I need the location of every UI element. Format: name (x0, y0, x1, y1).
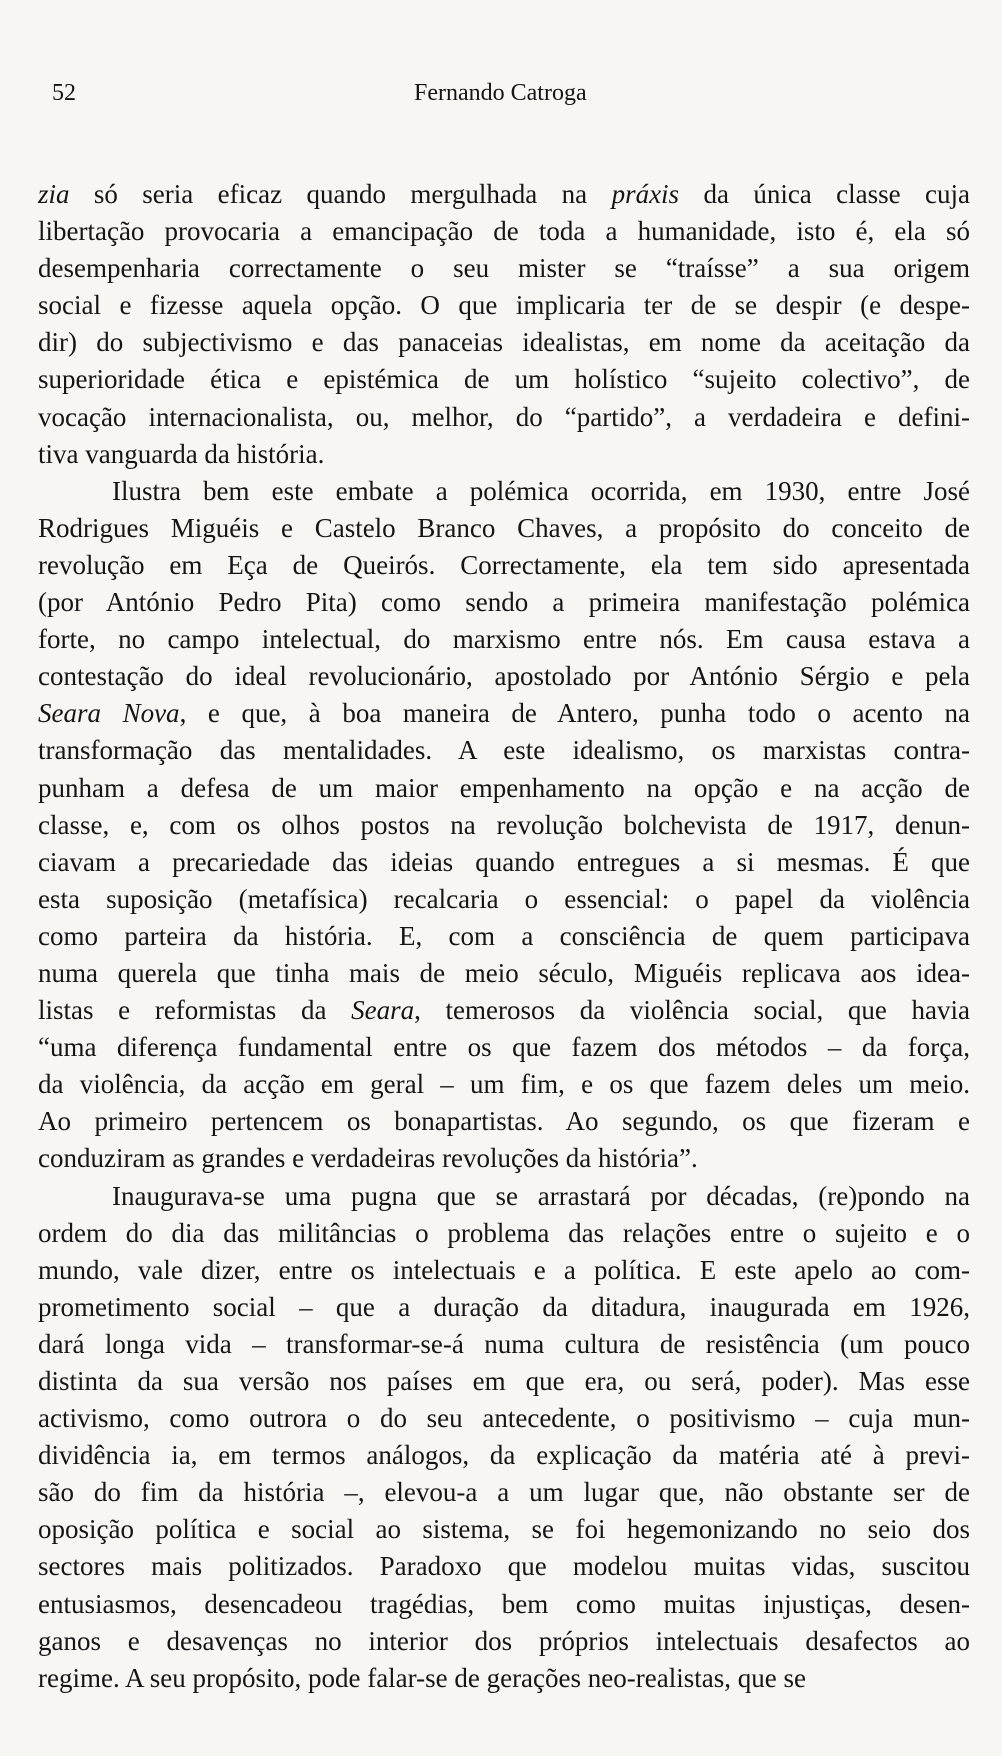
text-segment: da única classe cuja (679, 179, 970, 209)
text-line (38, 1660, 970, 1697)
text-segment: mundo, vale dizer, entre os intelectuais e a política. E este apelo ao com- (38, 1254, 970, 1285)
text-line (38, 324, 970, 361)
text-segment: activismo, como outrora o do seu antecedente, o positivismo – cuja mun- (38, 1403, 970, 1434)
text-segment: dir) do subjectivismo e das panaceias idealistas, em nome da aceitação da (38, 327, 970, 358)
text-segment: forte, no campo intelectual, do marxismo entre nós. Em causa estava a (38, 624, 970, 655)
text-segment: ciavam a precariedade das ideias quando entregues a si mesmas. É que (38, 846, 970, 877)
text-segment: regime. A seu propósito, pode falar-se de gerações neo-realistas, que se (38, 1662, 806, 1693)
text-line (38, 1548, 970, 1585)
text-line (38, 1140, 970, 1177)
text-segment: ordem do dia das militâncias o problema das relações entre o sujeito e o (38, 1217, 970, 1248)
text-segment: numa querela que tinha mais de meio século, Miguéis replicava aos idea- (38, 957, 970, 988)
text-line (38, 770, 970, 807)
italic-text: Seara Nova (38, 698, 180, 729)
page-number: 52 (52, 80, 76, 106)
text-line (38, 1029, 970, 1066)
text-line (38, 287, 970, 324)
text-segment: ganos e desavenças no interior dos próprios intelectuais desafectos ao (38, 1625, 970, 1656)
text-line (38, 399, 970, 436)
text-segment: Ilustra bem este embate a polémica ocorrida, em 1930, entre José (112, 475, 970, 506)
text-line (38, 361, 970, 398)
text-line (38, 1066, 970, 1103)
text-line (38, 584, 970, 621)
italic-text: zia (38, 179, 70, 209)
paragraph-2 (38, 473, 970, 1178)
text-line (38, 1289, 970, 1326)
text-line (38, 992, 970, 1029)
text-line (38, 1623, 970, 1660)
text-line (38, 918, 970, 955)
text-segment: tiva vanguarda da história. (38, 438, 325, 469)
text-segment: punham a defesa de um maior empenhamento na opção e na acção de (38, 772, 970, 803)
text-segment: sectores mais politizados. Paradoxo que modelou muitas vidas, suscitou (38, 1551, 970, 1582)
text-line (38, 176, 970, 213)
text-line (38, 1586, 970, 1623)
text-segment: , temerosos da violência social, que havia (414, 995, 970, 1026)
text-line (38, 732, 970, 769)
text-segment: superioridade ética e epistémica de um holístico “sujeito colectivo”, de (38, 364, 970, 395)
text-segment: social e fizesse aquela opção. O que implicaria ter de se despir (e despe- (38, 290, 970, 321)
text-segment: dará longa vida – transformar-se-á numa cultura de resistência (um pouco (38, 1328, 970, 1359)
text-line (38, 510, 970, 547)
text-segment: Ao primeiro pertencem os bonapartistas. Ao segundo, os que fizeram e (38, 1106, 970, 1137)
text-line (38, 1215, 970, 1252)
paragraph-1 (38, 176, 970, 473)
text-segment: vocação internacionalista, ou, melhor, do “partido”, a verdadeira e defini- (38, 401, 970, 432)
text-line (38, 621, 970, 658)
text-line (38, 844, 970, 881)
text-line (38, 547, 970, 584)
text-segment: contestação do ideal revolucionário, apostolado por António Sérgio e pela (38, 661, 970, 692)
text-segment: distinta da sua versão nos países em que era, ou será, poder). Mas esse (38, 1366, 970, 1396)
text-segment: listas e reformistas da (38, 995, 352, 1026)
italic-text: Seara (351, 995, 415, 1026)
text-segment: são do fim da história –, elevou-a a um lugar que, não obstante ser de (38, 1477, 970, 1508)
text-line (38, 658, 970, 695)
text-line (38, 1474, 970, 1511)
text-segment: Rodrigues Miguéis e Castelo Branco Chaves, a propósito do conceito de (38, 512, 970, 543)
text-segment: da violência, da acção em geral – um fim, e os que fazem deles um meio. (38, 1069, 970, 1100)
text-line (38, 1400, 970, 1437)
text-segment: só seria eficaz quando mergulhada na (69, 179, 612, 209)
text-line (38, 955, 970, 992)
running-title: Fernando Catroga (414, 80, 587, 106)
text-line (38, 436, 970, 473)
text-line (38, 1103, 970, 1140)
text-segment: prometimento social – que a duração da ditadura, inaugurada em 1926, (38, 1291, 970, 1322)
text-segment: libertação provocaria a emancipação de toda a humanidade, isto é, ela só (38, 216, 970, 247)
text-line (38, 881, 970, 918)
text-line (38, 695, 970, 732)
text-line (38, 250, 970, 287)
text-segment: Inaugurava-se uma pugna que se arrastará por décadas, (re)pondo na (112, 1180, 970, 1211)
text-line (38, 1252, 970, 1289)
text-segment: classe, e, com os olhos postos na revolução bolchevista de 1917, denun- (38, 809, 970, 840)
text-segment: transformação das mentalidades. A este idealismo, os marxistas contra- (38, 735, 970, 766)
text-line (38, 807, 970, 844)
text-segment: dividência ia, em termos análogos, da explicação da matéria até à previ- (38, 1440, 970, 1471)
text-segment: como parteira da história. E, com a consciência de quem participava (38, 920, 970, 951)
text-segment: desempenharia correctamente o seu mister se “traísse” a sua origem (38, 253, 970, 284)
text-segment: esta suposição (metafísica) recalcaria o essencial: o papel da violência (38, 883, 970, 914)
text-line (38, 213, 970, 250)
text-segment: , e que, à boa maneira de Antero, punha todo o acento na (179, 698, 970, 729)
text-segment: revolução em Eça de Queirós. Correctamente, ela tem sido apresentada (38, 549, 970, 580)
text-segment: conduziram as grandes e verdadeiras revoluções da história”. (38, 1143, 698, 1174)
text-segment: (por António Pedro Pita) como sendo a primeira manifestação polémica (38, 587, 970, 618)
text-line (38, 1178, 970, 1215)
running-head (52, 80, 952, 120)
italic-text: práxis (611, 179, 680, 209)
text-segment: “uma diferença fundamental entre os que fazem dos métodos – da força, (38, 1032, 970, 1063)
body-text (38, 176, 970, 1697)
text-segment: entusiasmos, desencadeou tragédias, bem como muitas injustiças, desen- (38, 1588, 970, 1619)
text-line (38, 1363, 970, 1400)
text-segment: oposição política e social ao sistema, se foi hegemonizando no seio dos (38, 1514, 970, 1545)
paragraph-3 (38, 1178, 970, 1697)
text-line (38, 473, 970, 510)
text-line (38, 1511, 970, 1548)
text-line (38, 1326, 970, 1363)
text-line (38, 1437, 970, 1474)
